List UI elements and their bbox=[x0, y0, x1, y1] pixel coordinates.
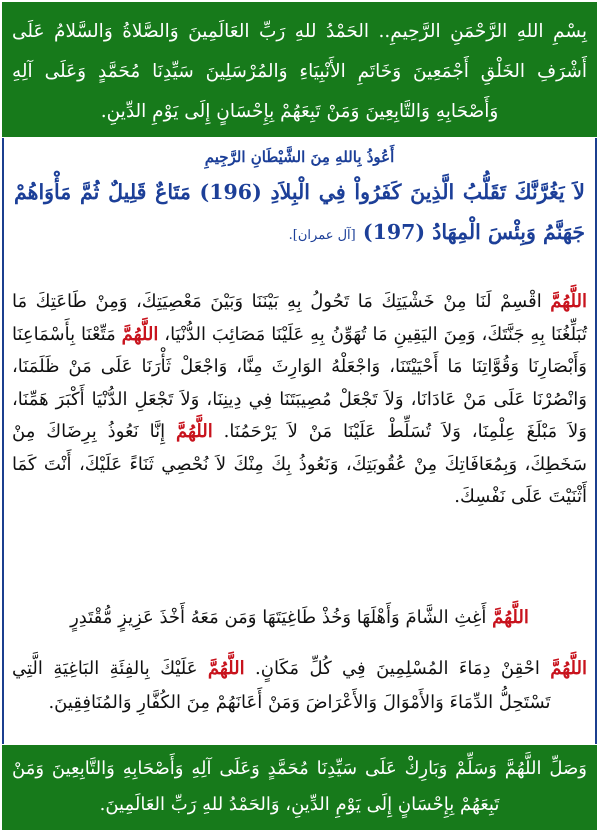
main-supplication bbox=[12, 286, 587, 514]
opening-praise-box bbox=[2, 2, 597, 137]
final-supplication-part-2: عَلَيْكَ بِالفِئَةِ البَاغِيَةِ الَّتِي تَسْتَحِلُّ الدِّمَاءَ وَالأَمْوَالَ وَالأَعْرَاضَ وَمَنْ أَعَانَهُمْ مِنَ الكُفَّارِ وَالمُنَافِقِينَ. bbox=[12, 658, 551, 713]
sham-supplication bbox=[12, 600, 587, 636]
allahumma-word: اللَّهُمَّ bbox=[175, 421, 213, 442]
allahumma-word: اللَّهُمَّ bbox=[550, 291, 587, 312]
allahumma-word: اللَّهُمَّ bbox=[207, 658, 245, 679]
supplication-part-1: اقْسِمْ لَنَا مِنْ خَشْيَتِكَ مَا تَحُولُ بِهِ بَيْنَنَا وَبَيْنَ مَعْصِيَتِكَ، وَمِنْ طَاعَتِكَ مَا تُبَلِّغُنَا بِهِ جَنَّتَكَ، وَمِنَ اليَقِينِ مَا تُهَوِّنُ بِهِ عَلَيْنَا مَصَائِبَ الدُّنْيَا، bbox=[12, 291, 587, 345]
supplication-part-2: مَتِّعْنَا بِأَسْمَاعِنَا وَأَبْصَارِنَا وَقُوَّاتِنَا مَا أَحْيَيْتَنَا، وَاجْعَلْهُ الوَارِثَ مِنَّا، وَاجْعَلْ ثَأْرَنَا عَلَى مَنْ ظَلَمَنَا، وَانْصُرْنَا عَلَى مَنْ عَادَانَا، وَلاَ تَجْعَلْ مُصِيبَتَنَا فِي دِينِنَا، وَلاَ تَجْعَلِ الدُّنْيَا أَكْبَرَ هَمِّنَا، وَلاَ مَبْلَغَ عِلْمِنَا، وَلاَ تُسَلِّطْ عَلَيْنَا مَنْ لاَ يَرْحَمُنَا. bbox=[12, 323, 587, 442]
final-supplication-part-1: احْقِنْ دِمَاءَ المُسْلِمِينَ فِي كُلِّ مَكَانٍ. bbox=[244, 658, 551, 679]
allahumma-word: اللَّهُمَّ bbox=[550, 658, 588, 679]
sham-supplication-text: أَغِثِ الشَّامَ وَأَهْلَهَا وَخُذْ طَاغِيَتَهَا وَمَن مَعَهُ أَخْذَ عَزِيزٍ مُّقْتَدِرٍ bbox=[70, 607, 493, 628]
quran-verse bbox=[14, 172, 585, 256]
final-supplication bbox=[12, 652, 587, 720]
istiadha-heading: أَعُوذُ بِاللهِ مِنَ الشَّيْطَانِ الرَّجِيمِ bbox=[204, 148, 395, 166]
allahumma-word: اللَّهُمَّ bbox=[121, 323, 159, 345]
verse-text: لاَ يَغُرَّنَّكَ تَقَلُّبُ الَّذِينَ كَفَرُواْ فِي الْبِلاَدِ (196) مَتَاعٌ قَلِيلٌ ثُمَّ مَأْوَاهُمْ جَهَنَّمُ وَبِئْسَ الْمِهَادُ (197) bbox=[14, 180, 585, 244]
supplication-part-3: إِنَّا نَعُوذُ بِرِضَاكَ مِنْ سَخَطِكَ، وَبِمُعَافَاتِكَ مِنْ عُقُوبَتِكَ، وَنَعُوذُ بِكَ مِنْكَ لاَ نُحْصِي ثَنَاءً عَلَيْكَ، أَنْتَ كَمَا أَثْنَيْتَ عَلَى نَفْسِكَ. bbox=[12, 421, 587, 507]
surah-reference: [آل عمران]. bbox=[288, 228, 356, 243]
allahumma-word: اللَّهُمَّ bbox=[492, 607, 529, 628]
opening-praise-text: بِسْمِ اللهِ الرَّحْمَنِ الرَّحِيمِ.. الحَمْدُ للهِ رَبِّ العَالَمِينَ وَالصَّلاةُ وَالسَّلامُ عَلَى أَشْرَفِ الخَلْقِ أَجْمَعِينَ وَخَاتَمِ الأَنْبِيَاءِ وَالمُرْسَلِينَ سَيِّدِنَا مُحَمَّدٍ وَعَلَى آلِهِ وَأَصْحَابِهِ وَالتَّابِعِينَ وَمَنْ تَبِعَهُمْ بِإِحْسَانٍ إِلَى يَوْمِ الدِّينِ. bbox=[12, 21, 587, 122]
closing-blessing-box bbox=[2, 745, 597, 830]
closing-blessing-text: وَصَلِّ اللَّهُمَّ وَسَلِّمْ وَبَارِكْ عَلَى سَيِّدِنَا مُحَمَّدٍ وَعَلَى آلِهِ وَأَصْحَابِهِ وَالتَّابِعِينَ وَمَنْ تَبِعَهُمْ بِإِحْسَانٍ إِلَى يَوْمِ الدِّينِ، وَالحَمْدُ للهِ رَبِّ العَالَمِينَ. bbox=[12, 758, 587, 815]
